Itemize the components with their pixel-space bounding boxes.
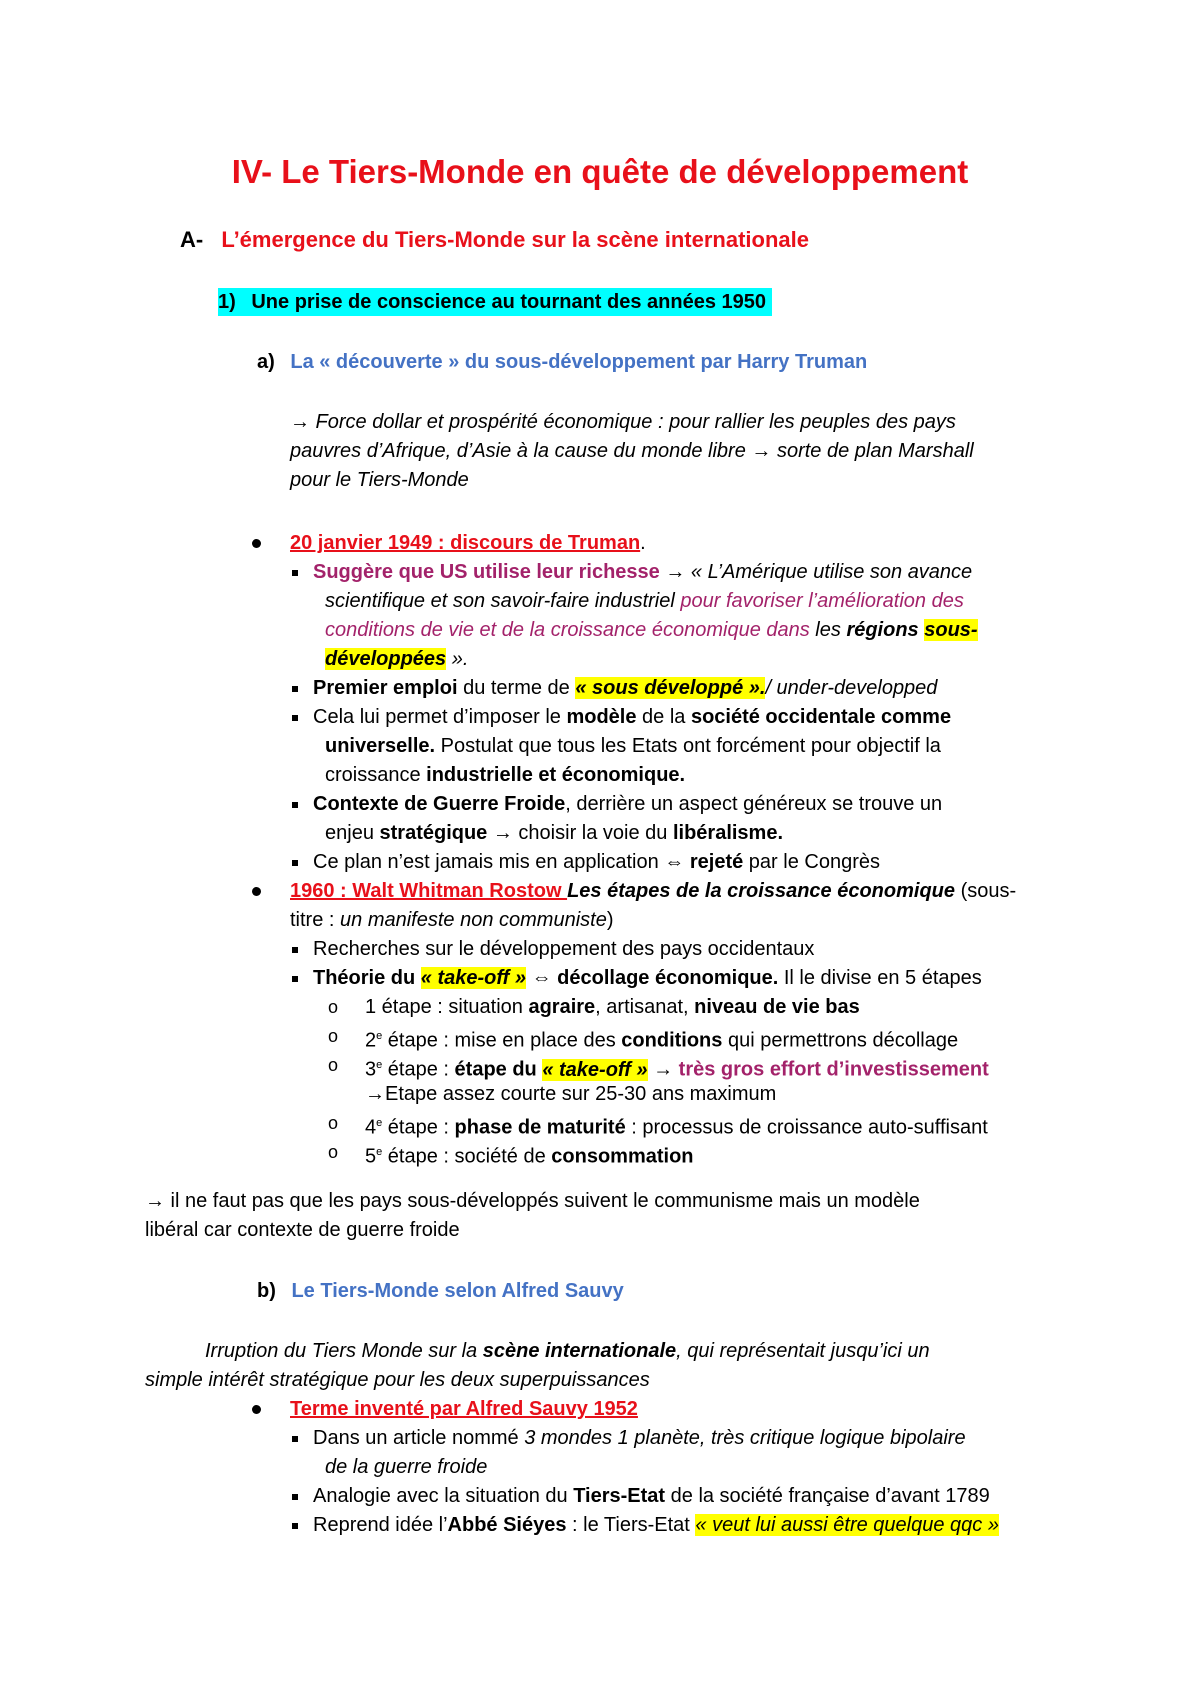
rostow-date: 1960 : Walt Whitman Rostow — [290, 880, 568, 902]
circle-bullet-icon: o — [328, 997, 339, 1017]
stage-4 — [365, 1109, 988, 1142]
rostow-point-2 — [313, 964, 982, 992]
sauvy-point-3-text: Reprend idée l’ — [313, 1514, 448, 1536]
stage-2 — [365, 1022, 958, 1055]
truman-point-3-text: croissance — [325, 764, 427, 786]
truman-quote-highlight: développées — [325, 648, 447, 670]
truman-note-text: pauvres d’Afrique, d’Asie à la cause du monde libre — [290, 440, 752, 462]
period: . — [640, 532, 646, 554]
bullet-dot-icon — [252, 539, 261, 548]
subsection-b-number: b) — [257, 1280, 276, 1302]
truman-point-3-bold: industrielle et économique. — [426, 764, 686, 786]
rostow-subtitle-label: titre : — [290, 909, 341, 931]
truman-point-1-line-1 — [313, 558, 972, 586]
stage-text: : processus de croissance auto-suffisant — [625, 1116, 988, 1139]
section-a-heading — [180, 226, 809, 254]
rostow-point-2-bold: Théorie du — [313, 967, 421, 989]
arrow-icon: → — [492, 822, 513, 844]
rostow-bullet-line-1 — [290, 877, 1016, 905]
stage-text: qui permettrons décollage — [722, 1029, 959, 1052]
truman-speech-bullet — [290, 529, 646, 557]
stage-ordinal: e — [376, 1146, 383, 1158]
truman-point-3-line-3 — [325, 761, 685, 789]
truman-point-1-line-4 — [325, 645, 468, 673]
sieyes-quote-highlight: « veut lui aussi être quelque qqc » — [695, 1514, 999, 1536]
section-a-label: L’émergence du Tiers-Monde sur la scène internationale — [221, 227, 810, 252]
sauvy-intro-bold: scène internationale — [482, 1340, 677, 1362]
square-bullet-icon — [292, 1523, 298, 1529]
arrow-icon: → — [145, 1190, 165, 1212]
circle-bullet-icon: o — [328, 1055, 339, 1075]
truman-point-3-bold: société occidentale comme — [690, 706, 952, 728]
section-1-heading — [218, 288, 772, 316]
truman-point-3-bold: modèle — [566, 706, 637, 728]
stage-number: 4 — [365, 1116, 377, 1139]
subsection-b-label: Le Tiers-Monde selon Alfred Sauvy — [291, 1280, 624, 1302]
stage-bold: conditions — [621, 1029, 723, 1052]
double-arrow-icon: ⇔ — [531, 967, 552, 989]
rostow-subtitle-close: ) — [606, 909, 614, 931]
subsection-a-label: La « découverte » du sous-développement par Harry Truman — [290, 351, 868, 373]
sous-developpe-highlight: « sous développé ». — [575, 677, 766, 699]
truman-speech-date: 20 janvier 1949 : discours de Truman — [290, 532, 641, 554]
stage-bold: consommation — [551, 1145, 694, 1168]
arrow-icon: → — [290, 411, 310, 433]
conclusion-line-1 — [145, 1187, 920, 1215]
sauvy-point-3-text: : le Tiers-Etat — [566, 1514, 696, 1536]
truman-point-2-bold: Premier emploi — [313, 677, 458, 699]
truman-point-1-text: Suggère que US utilise leur richesse — [313, 561, 666, 583]
rostow-point-1: Recherches sur le développement des pays occidentaux — [313, 938, 815, 960]
arrow-icon: → — [665, 561, 686, 583]
sauvy-point-1-text: Dans un article nommé — [313, 1427, 525, 1449]
arrow-icon: → — [653, 1058, 674, 1081]
sauvy-point-1-line-1 — [313, 1424, 966, 1452]
stage-1 — [365, 993, 860, 1021]
stage-purple: très gros effort d’investissement — [673, 1058, 989, 1081]
truman-point-4-line-1 — [313, 790, 942, 818]
truman-point-5-text: par le Congrès — [743, 851, 880, 873]
truman-point-4-text: choisir la voie du — [512, 822, 673, 844]
bullet-dot-icon — [252, 1405, 261, 1414]
stage-3 — [365, 1051, 989, 1084]
square-bullet-icon — [292, 860, 298, 866]
square-bullet-icon — [292, 686, 298, 692]
stage-text: étape : société de — [382, 1145, 552, 1168]
rostow-subtitle: un manifeste non communiste — [340, 909, 607, 931]
sauvy-point-2-text: Analogie avec la situation du — [313, 1485, 574, 1507]
rostow-subtitle-open: (sous- — [955, 880, 1017, 902]
page-title: IV- Le Tiers-Monde en quête de développement — [231, 153, 969, 190]
truman-point-3-text: Postulat que tous les Etats ont forcément pour objectif la — [435, 735, 941, 757]
stage-bold: étape du — [454, 1058, 543, 1081]
truman-point-4-bold: stratégique — [379, 822, 488, 844]
truman-note-line-3: pour le Tiers-Monde — [290, 469, 469, 491]
sauvy-intro-text: Irruption du Tiers Monde sur la — [205, 1340, 483, 1362]
sauvy-point-1-italic: 3 mondes 1 planète, très critique logique bipolaire — [524, 1427, 966, 1449]
square-bullet-icon — [292, 715, 298, 721]
stage-text: , artisanat, — [595, 996, 695, 1018]
rostow-point-2-bold: décollage économique. — [551, 967, 779, 989]
bullet-dot-icon — [252, 887, 261, 896]
stage-number: 3 — [365, 1058, 377, 1081]
stage-ordinal: e — [376, 1030, 383, 1042]
sauvy-intro-line-2: simple intérêt stratégique pour les deux superpuissances — [145, 1369, 650, 1391]
rostow-book-title: Les étapes de la croissance économique — [567, 880, 956, 902]
truman-point-2-text: du terme de — [457, 677, 576, 699]
truman-point-4-text: enjeu — [325, 822, 380, 844]
stage-bold: agraire — [528, 996, 596, 1018]
stage-text: étape : — [382, 1116, 455, 1139]
section-1-label: Une prise de conscience au tournant des années 1950 — [251, 291, 766, 313]
truman-note-text: sorte de plan Marshall — [771, 440, 974, 462]
truman-point-4-bold: libéralisme. — [672, 822, 784, 844]
truman-point-5-text: Ce plan n’est jamais mis en application — [313, 851, 665, 873]
stage-ordinal: e — [376, 1117, 383, 1129]
section-a-number: A- — [180, 227, 204, 252]
stage-number: 2 — [365, 1029, 377, 1052]
subsection-a-number: a) — [257, 351, 275, 373]
stage-text: Etape assez courte sur 25-30 ans maximum — [385, 1083, 777, 1105]
square-bullet-icon — [292, 947, 298, 953]
truman-quote: « L’Amérique utilise son avance — [685, 561, 973, 583]
sauvy-point-3 — [313, 1511, 999, 1539]
sauvy-point-2-text: de la société française d’avant 1789 — [665, 1485, 990, 1507]
truman-point-3-bold: universelle. — [325, 735, 436, 757]
truman-point-4-line-2 — [325, 819, 783, 847]
truman-point-5-bold: rejeté — [689, 851, 744, 873]
stage-number: 1 — [365, 996, 377, 1018]
truman-point-1-line-2 — [325, 587, 964, 615]
stage-text: étape : situation — [376, 996, 529, 1018]
truman-note-text: Force dollar et prospérité économique : pour rallier les peuples des pays — [310, 411, 956, 433]
sauvy-bullet: Terme inventé par Alfred Sauvy 1952 — [290, 1398, 638, 1420]
truman-note-line-2 — [290, 437, 974, 465]
stage-number: 5 — [365, 1145, 377, 1168]
arrow-icon: → — [751, 440, 772, 462]
section-1-number: 1) — [218, 291, 236, 313]
truman-quote-purple: conditions de vie et de la croissance économique dans — [325, 619, 810, 641]
double-arrow-icon: ⇔ — [664, 851, 685, 873]
sauvy-point-2-bold: Tiers-Etat — [573, 1485, 666, 1507]
truman-quote: les — [809, 619, 847, 641]
truman-quote-purple: pour favoriser l’amélioration des — [680, 590, 964, 612]
truman-quote-highlight: sous- — [924, 619, 978, 641]
sauvy-intro-line-1 — [205, 1337, 930, 1365]
take-off-highlight: « take-off » — [420, 967, 527, 989]
truman-quote-bold: régions — [846, 619, 919, 641]
square-bullet-icon — [292, 1494, 298, 1500]
truman-point-3-line-1 — [313, 703, 951, 731]
sauvy-point-2 — [313, 1482, 990, 1510]
stage-text: étape : — [382, 1058, 455, 1081]
rostow-point-2-text: Il le divise en 5 étapes — [778, 967, 982, 989]
square-bullet-icon — [292, 1436, 298, 1442]
truman-note-line-1 — [290, 408, 956, 436]
sauvy-point-1-line-2: de la guerre froide — [325, 1456, 488, 1478]
truman-point-2-english: / under-developped — [765, 677, 938, 699]
truman-point-3-line-2 — [325, 732, 941, 760]
square-bullet-icon — [292, 802, 298, 808]
subsection-b-heading — [257, 1277, 624, 1305]
truman-point-3-text: de la — [636, 706, 691, 728]
truman-quote: scientifique et son savoir-faire industriel — [325, 590, 681, 612]
arrow-icon: → — [365, 1083, 385, 1105]
truman-point-3-text: Cela lui permet d’imposer le — [313, 706, 567, 728]
stage-3-note — [365, 1080, 776, 1108]
circle-bullet-icon: o — [328, 1026, 339, 1046]
circle-bullet-icon: o — [328, 1142, 339, 1162]
conclusion-line-2: libéral car contexte de guerre froide — [145, 1219, 460, 1241]
stage-bold: niveau de vie bas — [694, 996, 860, 1018]
truman-point-2 — [313, 674, 937, 702]
square-bullet-icon — [292, 570, 298, 576]
stage-text: étape : mise en place des — [382, 1029, 622, 1052]
truman-quote: ». — [446, 648, 469, 670]
stage-ordinal: e — [376, 1059, 383, 1071]
take-off-highlight: « take-off » — [542, 1058, 648, 1081]
circle-bullet-icon: o — [328, 1113, 339, 1133]
truman-point-4-text: , derrière un aspect généreux se trouve un — [565, 793, 943, 815]
conclusion-text: il ne faut pas que les pays sous-développés suivent le communisme mais un modèle — [165, 1190, 920, 1212]
rostow-bullet-line-2 — [290, 906, 614, 934]
stage-5 — [365, 1138, 694, 1171]
truman-point-1-line-3 — [325, 616, 978, 644]
truman-point-4-bold: Contexte de Guerre Froide — [313, 793, 566, 815]
truman-point-5 — [313, 848, 880, 876]
sauvy-intro-text: , qui représentait jusqu’ici un — [676, 1340, 930, 1362]
subsection-a-heading — [257, 348, 867, 376]
sauvy-point-3-bold: Abbé Siéyes — [447, 1514, 567, 1536]
square-bullet-icon — [292, 976, 298, 982]
stage-bold: phase de maturité — [454, 1116, 626, 1139]
